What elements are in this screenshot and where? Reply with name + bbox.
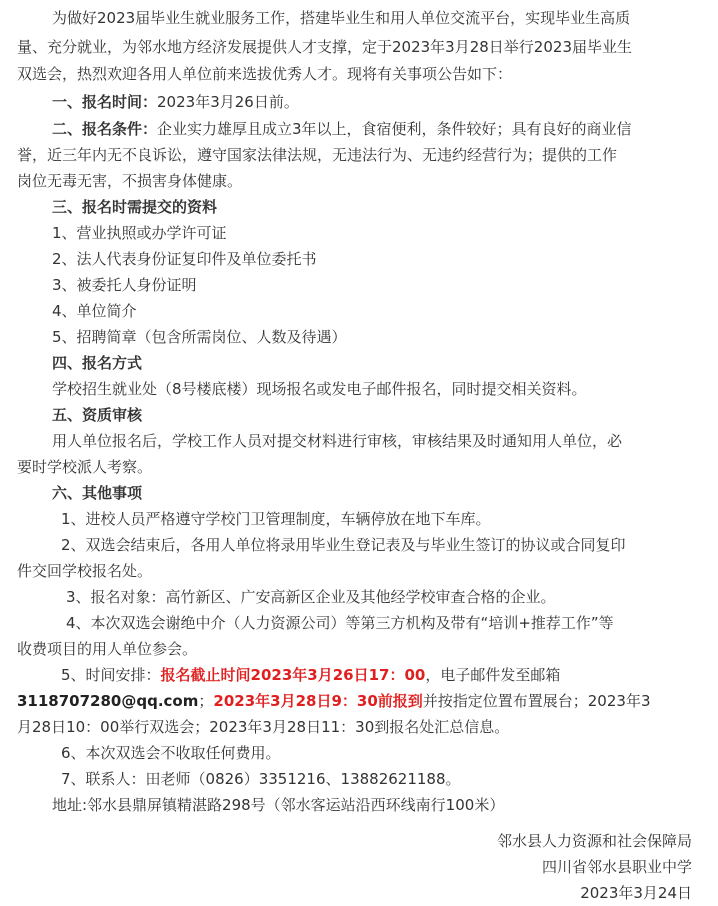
section-3-item: 2、法人代表身份证复印件及单位委托书 [52, 250, 317, 268]
checkin-highlight: 2023年3月28日9：30前报到 [213, 692, 423, 710]
section-6-heading: 六、其他事项 [52, 484, 143, 502]
section-6-item-3: 3、报名对象：高竹新区、广安高新区企业及其他经学校审查合格的企业。 [66, 588, 556, 606]
section-3-item: 4、单位简介 [52, 302, 137, 320]
schedule-label: 5、时间安排： [61, 666, 161, 684]
intro-line-3: 双选会，热烈欢迎各用人单位前来选拔优秀人才。现将有关事项公告如下： [17, 65, 513, 83]
signature-date: 2023年3月24日 [580, 884, 692, 902]
signature-org-2: 四川省邻水县职业中学 [541, 858, 692, 876]
section-2-line-2: 誉，近三年内无不良诉讼，遵守国家法律法规，无违法行为、无违约经营行为；提供的工作 [17, 146, 618, 164]
section-3-item: 5、招聘简章（包含所需岗位、人数及待遇） [52, 328, 347, 346]
section-6-item-5-line-3: 月28日10：00举行双选会；2023年3月28日11：30到报名处汇总信息。 [17, 718, 510, 736]
section-6-item-5-line-1 [61, 665, 560, 685]
section-1 [52, 92, 299, 112]
booth-setup-text: 并按指定位置布置展台；2023年3 [422, 692, 651, 710]
section-6-item-4-line-2: 收费项目的用人单位参会。 [17, 640, 198, 658]
section-5-line-2: 要时学校派人考察。 [17, 458, 153, 476]
section-6-item-6: 6、本次双选会不收取任何费用。 [61, 744, 281, 762]
section-4-text: 学校招生就业处（8号楼底楼）现场报名或发电子邮件报名，同时提交相关资料。 [52, 380, 587, 398]
section-5-line-1: 用人单位报名后，学校工作人员对提交材料进行审核，审核结果及时通知用人单位，必 [52, 432, 623, 450]
signature-org-1: 邻水县人力资源和社会保障局 [496, 832, 692, 850]
section-2-heading: 二、报名条件： [52, 120, 158, 138]
deadline-highlight: 报名截止时间2023年3月26日17：00 [160, 666, 426, 684]
intro-line-1: 为做好2023届毕业生就业服务工作，搭建毕业生和用人单位交流平台，实现毕业生高质 [52, 9, 631, 27]
separator: ； [198, 692, 214, 710]
address-line: 地址:邻水县鼎屏镇精湛路298号（邻水客运站沿西环线南行100米） [52, 796, 505, 814]
section-6-item-2-line-1: 2、双选会结束后，各用人单位将录用毕业生登记表及与毕业生签订的协议或合同复印 [61, 536, 626, 554]
intro-line-2: 量、充分就业，为邻水地方经济发展提供人才支撑，定于2023年3月28日举行2023届毕业生 [17, 38, 632, 56]
email-instruction: ，电子邮件发至邮箱 [425, 666, 561, 684]
section-6-item-7: 7、联系人：田老师（0826）3351216、13882621188。 [61, 770, 461, 788]
section-3-item: 1、营业执照或办学许可证 [52, 224, 227, 242]
section-6-item-4-line-1: 4、本次双选会谢绝中介（人力资源公司）等第三方机构及带有“培训+推荐工作”等 [66, 614, 614, 632]
section-1-heading: 一、报名时间： [52, 93, 158, 111]
section-6-item-5-line-2 [17, 691, 650, 711]
section-2-line-1 [52, 119, 632, 139]
section-6-item-2-line-2: 件交回学校报名处。 [17, 562, 153, 580]
section-1-text: 2023年3月26日前。 [157, 93, 299, 111]
section-2-line-3: 岗位无毒无害，不损害身体健康。 [17, 172, 243, 190]
section-3-heading: 三、报名时需提交的资料 [52, 198, 218, 216]
email-address: 3118707280@qq.com [17, 692, 199, 710]
section-3-item: 3、被委托人身份证明 [52, 276, 197, 294]
section-4-heading: 四、报名方式 [52, 354, 143, 372]
section-2-text: 企业实力雄厚且成立3年以上，食宿便利，条件较好；具有良好的商业信 [157, 120, 632, 138]
section-6-item-1: 1、进校人员严格遵守学校门卫管理制度，车辆停放在地下车库。 [61, 510, 491, 528]
section-5-heading: 五、资质审核 [52, 406, 143, 424]
